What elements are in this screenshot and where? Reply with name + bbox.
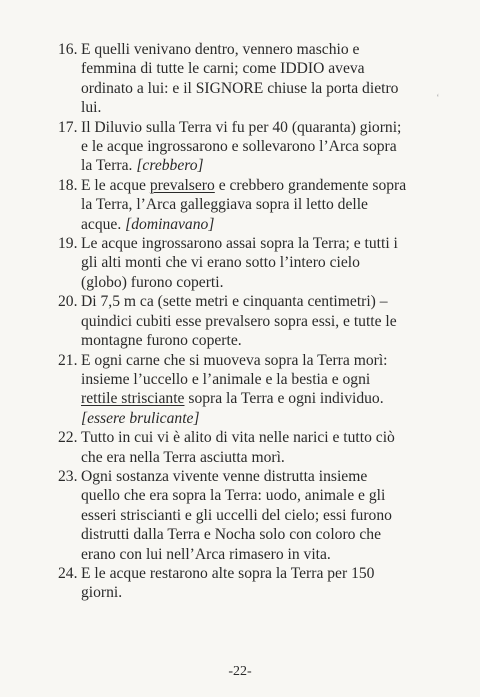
verse-number: 22.: [58, 429, 78, 447]
verse-text-run: E ogni carne che si muoveva sopra la Terra morì: insieme l’uccello e l’animale e la bestia e ogni: [81, 351, 388, 388]
underlined-term: prevalsero: [149, 176, 215, 194]
verse-number: 24.: [58, 564, 78, 582]
verse-text: [81, 293, 397, 349]
verse: [58, 234, 408, 292]
page-number: -22-: [228, 664, 252, 679]
verse-text: [81, 235, 398, 291]
verse-text: [81, 468, 392, 563]
verse-number: 19.: [58, 235, 78, 253]
verse-text: [81, 41, 398, 116]
alternate-reading: [dominavano]: [125, 215, 215, 233]
verse-text-run: E quelli venivano dentro, vennero maschio e femmina di tutte le carni; come IDDIO aveva ordinato a lui: e il SIGNORE chiuse la porta dietro lui.: [81, 41, 399, 117]
alternate-reading: [essere brulicante]: [81, 409, 200, 427]
verse-text: [81, 352, 387, 427]
verse: [58, 467, 408, 564]
verse: [58, 176, 408, 234]
verse-text: [81, 119, 401, 175]
verse-text-run: Ogni sostanza vivente venne distrutta insieme quello che era sopra la Terra: uodo, animale e gli esseri striscianti e gli uccelli del cielo; essi furono distrutti dalla Terra e Nocha solo con coloro che erano con lui nell’Arca rimasero in vita.: [81, 467, 392, 563]
verse: [58, 564, 408, 603]
underlined-term: rettile strisciante: [81, 390, 185, 408]
verse-text: [81, 429, 395, 465]
verse-number: 17.: [58, 118, 78, 136]
verse-number: 20.: [58, 293, 78, 311]
verse: [58, 428, 408, 467]
verse-number: 18.: [58, 176, 78, 194]
verse-text-run: Tutto in cui vi è alito di vita nelle narici e tutto ciò che era nella Terra asciutta morì.: [81, 429, 395, 466]
verse-text-run: Le acque ingrossarono assai sopra la Terra; e tutti i gli alti monti che vi erano sotto l’intero cielo (globo) furono coperti.: [81, 235, 398, 291]
verse-number: 23.: [58, 467, 78, 485]
verse-text-run: e crebbero grandemente sopra la Terra, l’Arca galleggiava sopra il letto delle acque.: [81, 176, 407, 233]
verse-number: 16.: [58, 41, 78, 58]
verse-text-run: E le acque: [81, 176, 150, 194]
verse: [58, 118, 408, 176]
verse-text-run: sopra la Terra e ogni individuo.: [184, 390, 384, 408]
alternate-reading: [crebbero]: [136, 157, 204, 175]
verse-list: [58, 40, 408, 603]
verse-text-run: Di 7,5 m ca (sette metri e cinquanta centimetri) – quindici cubiti esse prevalsero sopra essi, e tutte le montagne furono coperte.: [81, 293, 397, 350]
verse: [58, 292, 408, 350]
verse-text: [81, 177, 406, 233]
verse-text: [81, 565, 374, 601]
verse: [58, 40, 408, 118]
verse-text-run: E le acque restarono alte sopra la Terra per 150 giorni.: [81, 564, 375, 602]
stray-mark: ʻ: [436, 92, 440, 104]
verse-text-run: Il Diluvio sulla Terra vi fu per 40 (quaranta) giorni; e le acque ingrossarono e sollevarono l’Arca sopra la Terra.: [81, 118, 402, 175]
verse-number: 21.: [58, 351, 78, 369]
verse: [58, 351, 408, 429]
